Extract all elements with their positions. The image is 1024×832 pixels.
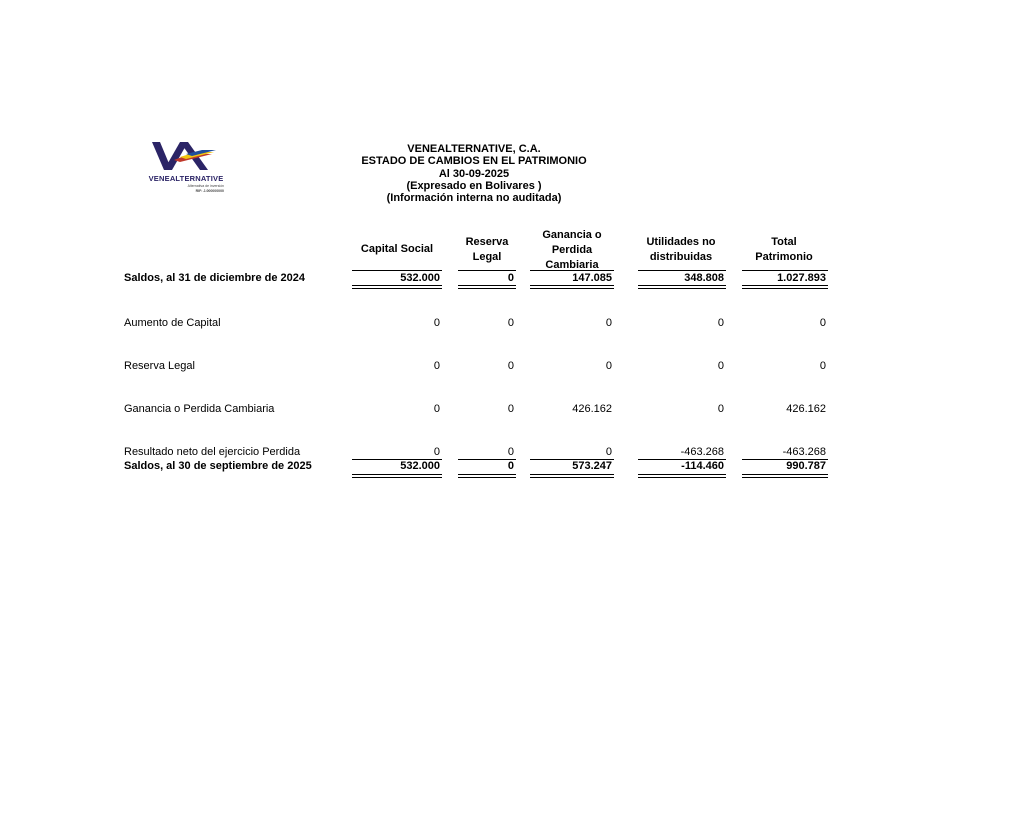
logo-rif: RIF: J-000000000 [195,189,224,193]
column-header-utilidades: Utilidades no distribuidas [646,236,716,263]
cell-opening-reserva: 0 [507,272,514,284]
report-currency: (Expresado en Bolivares ) [406,179,542,192]
company-name: VENEALTERNATIVE, C.A. [407,143,541,155]
report-note: (Información interna no auditada) [386,192,562,205]
report-date: Al 30-09-2025 [438,167,510,180]
report-header [334,143,614,204]
cell-resultado-ganancia: 0 [605,446,612,458]
cell-resultado-total: -463.268 [782,446,826,458]
cell-opening-utilidades: 348.808 [684,272,724,284]
cell-closing-utilidades: -114.460 [681,460,724,472]
logo-brand-text: VENEALTERNATIVE [148,174,224,183]
cell-opening-capital: 532.000 [400,272,440,284]
cell-ganancia-reserva: 0 [507,403,514,415]
cell-reserva-utilidades: 0 [717,360,724,372]
row-label-aumento-capital: Aumento de Capital [124,317,221,329]
report-title: ESTADO DE CAMBIOS EN EL PATRIMONIO [361,155,587,168]
cell-opening-ganancia: 147.085 [572,272,612,284]
cell-ganancia-ganancia: 426.162 [572,403,612,415]
cell-aumento-ganancia: 0 [605,317,612,329]
column-header-ganancia-perdida: Ganancia o Perdida Cambiaria [542,229,602,271]
row-label-closing-balance: Saldos, al 30 de septiembre de 2025 [124,460,312,472]
cell-closing-total: 990.787 [786,460,826,472]
row-label-opening-balance: Saldos, al 31 de diciembre de 2024 [124,272,305,284]
cell-resultado-utilidades: -463.268 [680,446,724,458]
cell-closing-capital: 532.000 [400,460,440,472]
cell-reserva-capital: 0 [433,360,440,372]
cell-aumento-capital: 0 [433,317,440,329]
row-label-reserva-legal: Reserva Legal [124,360,195,372]
company-logo [138,140,234,200]
logo-va-icon [150,140,220,174]
cell-ganancia-utilidades: 0 [717,403,724,415]
cell-reserva-reserva: 0 [507,360,514,372]
column-header-reserva-legal: Reserva Legal [465,236,509,263]
cell-ganancia-capital: 0 [433,403,440,415]
cell-aumento-total: 0 [819,317,826,329]
cell-closing-reserva: 0 [507,460,514,472]
row-label-ganancia-cambiaria: Ganancia o Perdida Cambiaria [124,403,275,415]
cell-resultado-capital: 0 [433,446,440,458]
column-header-total: Total Patrimonio [755,236,813,263]
cell-opening-total: 1.027.893 [777,272,826,284]
cell-aumento-reserva: 0 [507,317,514,329]
cell-aumento-utilidades: 0 [717,317,724,329]
cell-ganancia-total: 426.162 [786,403,826,415]
row-label-resultado-neto: Resultado neto del ejercicio Perdida [124,446,301,458]
cell-reserva-ganancia: 0 [605,360,612,372]
column-header-capital-social: Capital Social [360,243,434,255]
cell-reserva-total: 0 [819,360,826,372]
cell-closing-ganancia: 573.247 [572,460,612,472]
cell-resultado-reserva: 0 [507,446,514,458]
logo-tagline: Alternativa de inversión [187,184,224,188]
